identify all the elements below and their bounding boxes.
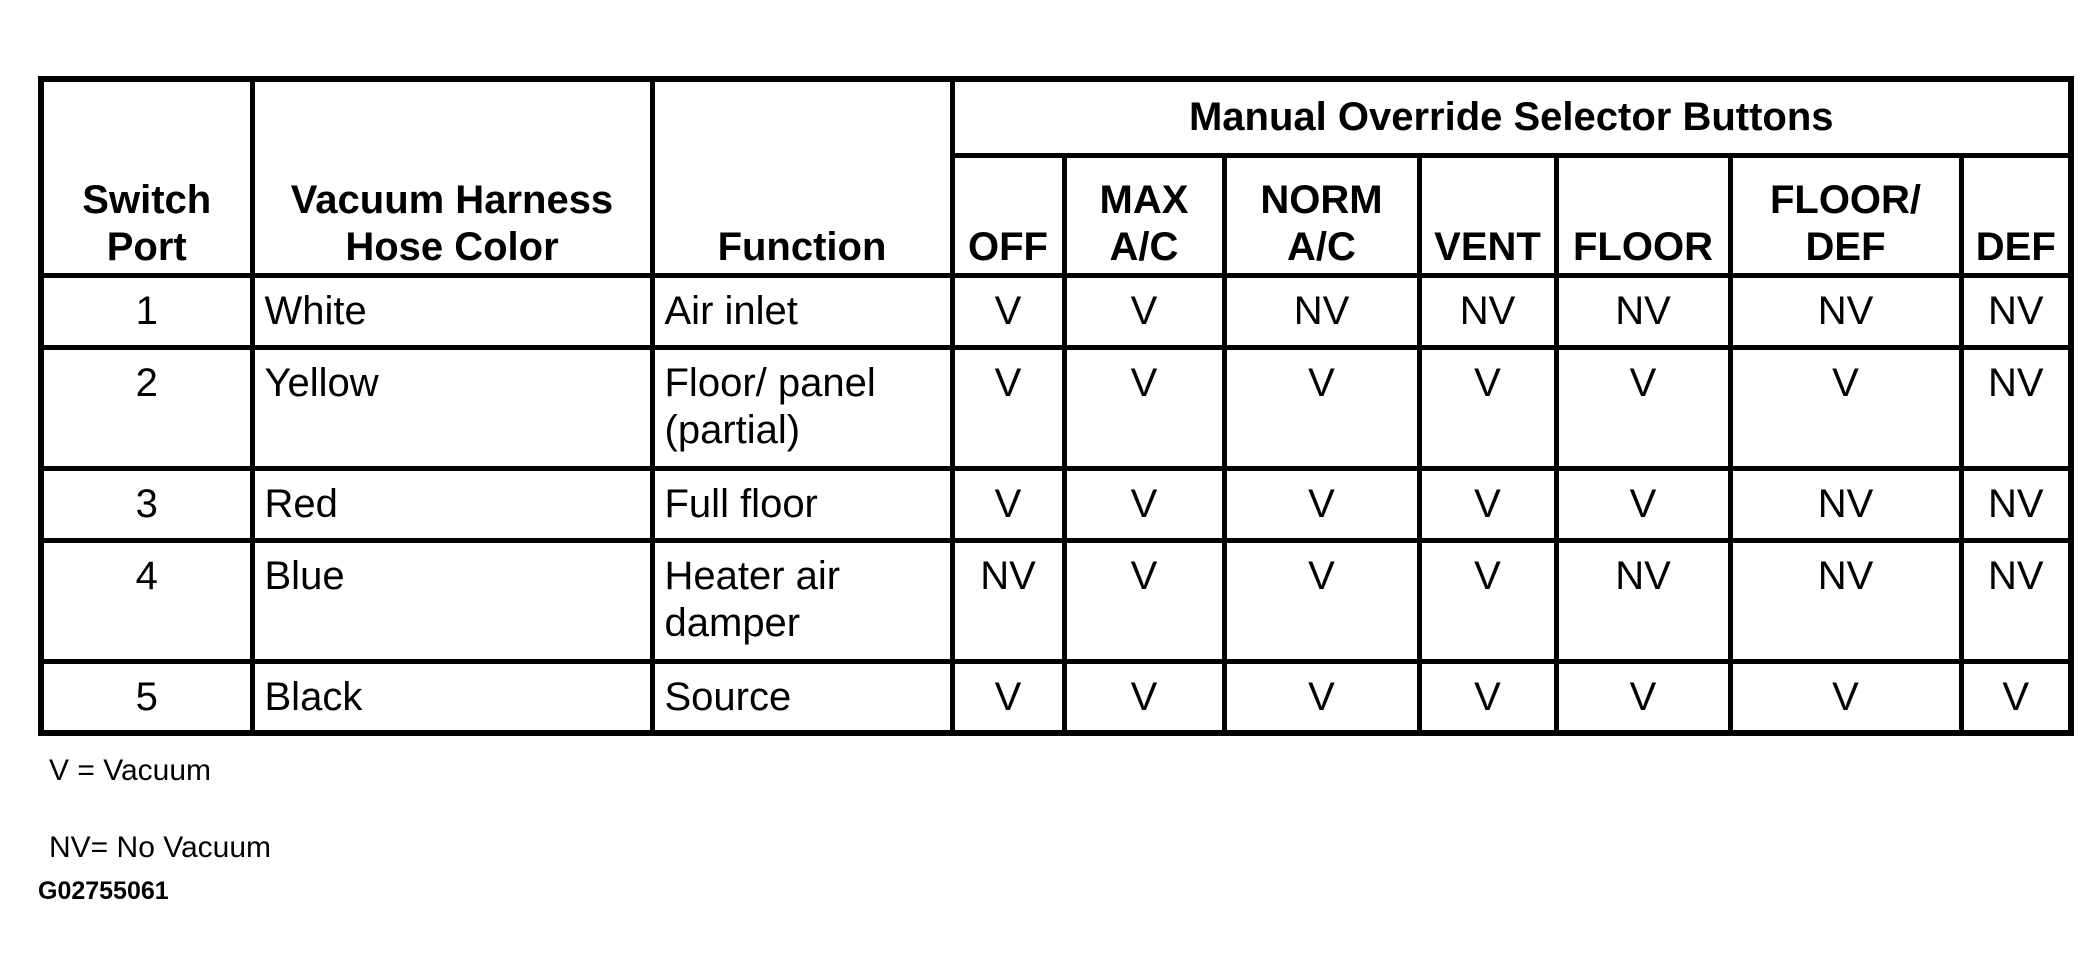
header-off: OFF — [952, 155, 1064, 275]
cell-port: 4 — [41, 540, 252, 661]
cell-vent: V — [1419, 468, 1556, 540]
legend-vacuum: V = Vacuum — [49, 754, 212, 787]
header-hose-color: Vacuum Harness Hose Color — [252, 79, 652, 275]
header-switch-port: Switch Port — [41, 79, 252, 275]
cell-hose-color: Blue — [252, 540, 652, 661]
figure-id: G02755061 — [38, 877, 169, 905]
cell-norm-ac: V — [1224, 347, 1419, 468]
table-row — [41, 275, 2071, 347]
cell-floor-def: V — [1730, 661, 1961, 733]
cell-norm-ac: V — [1224, 468, 1419, 540]
cell-vent: V — [1419, 661, 1556, 733]
table-row — [41, 661, 2071, 733]
cell-floor: V — [1556, 347, 1730, 468]
cell-max-ac: V — [1064, 661, 1224, 733]
header-function: Function — [652, 79, 952, 275]
cell-floor: NV — [1556, 540, 1730, 661]
cell-hose-color: Red — [252, 468, 652, 540]
cell-max-ac: V — [1064, 540, 1224, 661]
cell-def: NV — [1961, 347, 2071, 468]
cell-function: Source — [652, 661, 952, 733]
table-row — [41, 468, 2071, 540]
cell-vent: V — [1419, 347, 1556, 468]
header-max-ac: MAX A/C — [1064, 155, 1224, 275]
cell-floor: NV — [1556, 275, 1730, 347]
header-manual-override: Manual Override Selector Buttons — [952, 79, 2071, 155]
cell-hose-color: White — [252, 275, 652, 347]
cell-hose-color: Black — [252, 661, 652, 733]
header-norm-ac: NORM A/C — [1224, 155, 1419, 275]
cell-port: 2 — [41, 347, 252, 468]
cell-max-ac: V — [1064, 468, 1224, 540]
cell-max-ac: V — [1064, 347, 1224, 468]
cell-off: V — [952, 275, 1064, 347]
cell-max-ac: V — [1064, 275, 1224, 347]
header-floor: FLOOR — [1556, 155, 1730, 275]
cell-port: 1 — [41, 275, 252, 347]
cell-norm-ac: V — [1224, 540, 1419, 661]
cell-def: NV — [1961, 540, 2071, 661]
cell-floor-def: NV — [1730, 468, 1961, 540]
cell-floor-def: NV — [1730, 540, 1961, 661]
header-def: DEF — [1961, 155, 2071, 275]
cell-floor: V — [1556, 468, 1730, 540]
cell-off: V — [952, 661, 1064, 733]
header-vent: VENT — [1419, 155, 1556, 275]
cell-off: V — [952, 347, 1064, 468]
cell-off: V — [952, 468, 1064, 540]
cell-function: Floor/ panel (partial) — [652, 347, 952, 468]
table-row — [41, 347, 2071, 468]
table-row — [41, 540, 2071, 661]
header-floor-def: FLOOR/ DEF — [1730, 155, 1961, 275]
cell-vent: NV — [1419, 275, 1556, 347]
cell-floor-def: NV — [1730, 275, 1961, 347]
legend-no-vacuum: NV= No Vacuum — [49, 831, 272, 864]
cell-hose-color: Yellow — [252, 347, 652, 468]
cell-off: NV — [952, 540, 1064, 661]
vacuum-harness-table — [38, 76, 2074, 736]
cell-floor: V — [1556, 661, 1730, 733]
cell-def: NV — [1961, 275, 2071, 347]
cell-vent: V — [1419, 540, 1556, 661]
cell-port: 3 — [41, 468, 252, 540]
cell-function: Heater air damper — [652, 540, 952, 661]
cell-function: Full floor — [652, 468, 952, 540]
cell-def: NV — [1961, 468, 2071, 540]
cell-floor-def: V — [1730, 347, 1961, 468]
cell-norm-ac: V — [1224, 661, 1419, 733]
cell-function: Air inlet — [652, 275, 952, 347]
cell-port: 5 — [41, 661, 252, 733]
cell-norm-ac: NV — [1224, 275, 1419, 347]
cell-def: V — [1961, 661, 2071, 733]
